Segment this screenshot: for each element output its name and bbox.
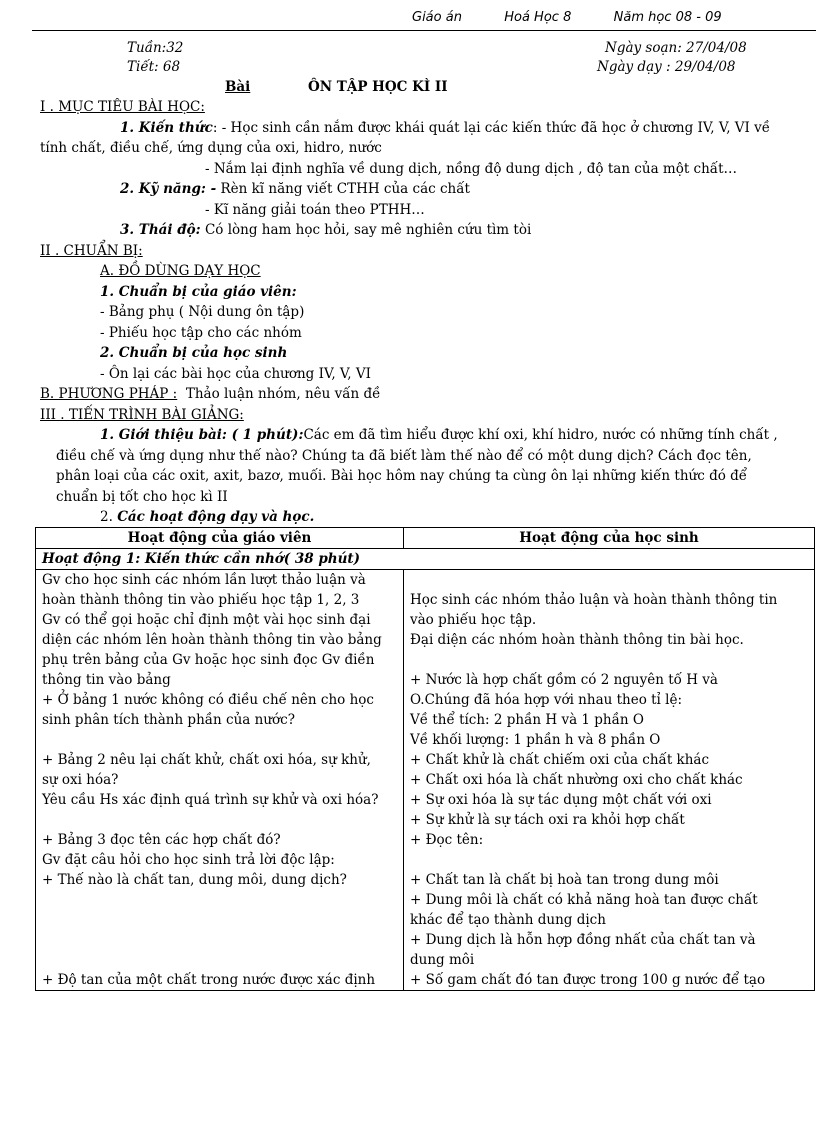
teacher-line: thông tin vào bảng [42, 672, 171, 688]
student-line: + Chất khử là chất chiếm oxi của chất khác [410, 752, 710, 768]
student-line: Học sinh các nhóm thảo luận và hoàn thành thông tin [410, 592, 778, 608]
skill-label: 2. Kỹ năng: - [120, 181, 217, 197]
header-left: Giáo án [412, 10, 462, 25]
student-lines [404, 570, 814, 990]
teacher-line [36, 730, 403, 750]
teacher-line: + Ở bảng 1 nước không có điều chế nên cho học [42, 692, 374, 708]
teacher-item1: - Bảng phụ ( Nội dung ôn tập) [100, 304, 305, 320]
teach-date: Ngày dạy : 29/04/08 [597, 59, 736, 75]
student-item1: - Ôn lại các bài học của chương IV, V, VI [100, 365, 371, 382]
col-student-header: Hoạt động của học sinh [404, 528, 815, 549]
student-line: + Đọc tên: [410, 832, 484, 848]
intro-line3: phân loại của các oxit, axit, bazơ, muối. Bài học hôm nay chúng ta cùng ôn lại những kiến thức đó để [56, 468, 748, 484]
attitude-label: 3. Thái độ: [120, 222, 201, 238]
teacher-line: Gv đặt câu hỏi cho học sinh trả lời độc lập: [42, 852, 335, 868]
student-line: Về khối lượng: 1 phần h và 8 phần O [410, 732, 661, 748]
teacher-lines [36, 570, 403, 990]
student-line: + Dung môi là chất có khả năng hoà tan được chất [410, 892, 758, 908]
knowledge-line1: 1. Kiến thức: - Học sinh cần nắm được khái quát lại các kiến thức đã học ở chương IV, V, VI về [120, 119, 771, 136]
teacher-line: hoàn thành thông tin vào phiếu học tập 1, 2, 3 [42, 592, 360, 608]
teacher-line: diện các nhóm lên hoàn thành thông tin vào bảng [42, 632, 382, 648]
knowledge-line3: - Nắm lại định nghĩa về dung dịch, nồng độ dung dịch , độ tan của một chất… [205, 160, 738, 177]
teacher-line [36, 910, 403, 930]
student-line: + Số gam chất đó tan được trong 100 g nước để tạo [410, 972, 766, 988]
header-middle: Hoá Học 8 [504, 10, 572, 25]
student-line: Về thể tích: 2 phần H và 1 phần O [410, 712, 644, 728]
student-line: O.Chúng đã hóa hợp với nhau theo tỉ lệ: [410, 692, 683, 708]
header-rule [32, 30, 816, 31]
document-body [40, 97, 800, 528]
student-prep-heading: 2. Chuẩn bị của học sinh [100, 345, 288, 361]
activity-table [35, 527, 815, 991]
teacher-line: Yêu cầu Hs xác định quá trình sự khử và oxi hóa? [42, 792, 379, 808]
activity1-row [36, 549, 815, 570]
header-right: Năm học 08 - 09 [613, 10, 722, 25]
student-line [404, 650, 814, 670]
activity1-title: Hoạt động 1: Kiến thức cần nhớ( 38 phút) [36, 549, 815, 570]
student-line: vào phiếu học tập. [410, 612, 537, 628]
teacher-item2: - Phiếu học tập cho các nhóm [100, 324, 302, 341]
prep-date: Ngày soạn: 27/04/08 [605, 40, 747, 56]
student-line [404, 850, 814, 870]
col-teacher-header: Hoạt động của giáo viên [36, 528, 404, 549]
teacher-line: + Độ tan của một chất trong nước được xác định [42, 972, 376, 988]
teacher-line: sinh phân tích thành phần của nước? [42, 712, 295, 728]
intro-line2: điều chế và ứng dụng như thế nào? Chúng ta đã biết làm thế nào để có một dung dịch? Cách đọc tên, [56, 447, 752, 464]
knowledge-label: 1. Kiến thức [120, 119, 213, 136]
teacher-cell [36, 570, 404, 991]
week: Tuần:32 [127, 40, 184, 56]
period: Tiết: 68 [127, 59, 181, 75]
student-line [404, 570, 814, 590]
student-line: + Chất tan là chất bị hoà tan trong dung môi [410, 872, 719, 888]
teacher-line [36, 810, 403, 830]
teacher-line: + Bảng 3 đọc tên các hợp chất đó? [42, 832, 281, 848]
student-line: + Sự khử là sự tách oxi ra khỏi hợp chất [410, 812, 685, 828]
header-subject [412, 10, 722, 25]
student-line: + Sự oxi hóa là sự tác dụng một chất với oxi [410, 792, 712, 808]
teacher-line [36, 950, 403, 970]
intro-label: 1. Giới thiệu bài: ( 1 phút): [100, 427, 304, 443]
student-line: khác để tạo thành dung dịch [410, 912, 606, 928]
skill-line1: 2. Kỹ năng: - Rèn kĩ năng viết CTHH của các chất [120, 181, 470, 197]
activities-label: Các hoạt động dạy và học. [117, 509, 315, 525]
teacher-prep-heading: 1. Chuẩn bị của giáo viên: [100, 283, 297, 300]
lesson-label: Bài [225, 79, 251, 95]
teacher-line [36, 890, 403, 910]
teacher-line: phụ trên bảng của Gv hoặc học sinh đọc Gv điền [42, 652, 375, 668]
section1-heading: I . MỤC TIÊU BÀI HỌC: [40, 99, 205, 115]
table-header-row [36, 528, 815, 549]
intro-line4: chuẩn bị tốt cho học kì II [56, 488, 228, 505]
knowledge-line2: tính chất, điều chế, ứng dụng của oxi, hidro, nước [40, 140, 382, 156]
lesson-title: ÔN TẬP HỌC KÌ II [308, 79, 448, 95]
teacher-line: sự oxi hóa? [42, 772, 119, 788]
teacher-line: Gv có thể gọi hoặc chỉ định một vài học sinh đại [42, 612, 371, 628]
section3-heading: III . TIẾN TRÌNH BÀI GIẢNG: [40, 406, 244, 423]
student-line: + Chất oxi hóa là chất nhường oxi cho chất khác [410, 772, 743, 788]
activities-heading: 2. Các hoạt động dạy và học. [100, 509, 315, 525]
section2-heading: II . CHUẨN BỊ: [40, 242, 143, 259]
table-row [36, 570, 815, 991]
intro-line1: 1. Giới thiệu bài: ( 1 phút):Các em đã tìm hiểu được khí oxi, khí hidro, nước có những tính chất , [100, 427, 778, 443]
sub-a-heading: A. ĐỒ DÙNG DẠY HỌC [100, 263, 261, 279]
teacher-line: + Bảng 2 nêu lại chất khử, chất oxi hóa, sự khử, [42, 752, 371, 768]
student-cell [404, 570, 815, 991]
attitude-line: 3. Thái độ: Có lòng ham học hỏi, say mê nghiên cứu tìm tòi [120, 222, 532, 238]
skill-line2: - Kĩ năng giải toán theo PTHH… [205, 201, 425, 218]
method-line: B. PHƯƠNG PHÁP : Thảo luận nhóm, nêu vấn đề [40, 386, 381, 402]
student-line: Đại diện các nhóm hoàn thành thông tin bài học. [410, 632, 744, 648]
teacher-line [36, 930, 403, 950]
student-line: dung môi [410, 952, 475, 968]
student-line: + Dung dịch là hỗn hợp đồng nhất của chất tan và [410, 932, 756, 948]
teacher-line: Gv cho học sinh các nhóm lần lượt thảo luận và [42, 572, 366, 588]
method-label: B. PHƯƠNG PHÁP : [40, 386, 178, 402]
student-line: + Nước là hợp chất gồm có 2 nguyên tố H và [410, 672, 718, 688]
teacher-line: + Thế nào là chất tan, dung môi, dung dịch? [42, 872, 347, 888]
